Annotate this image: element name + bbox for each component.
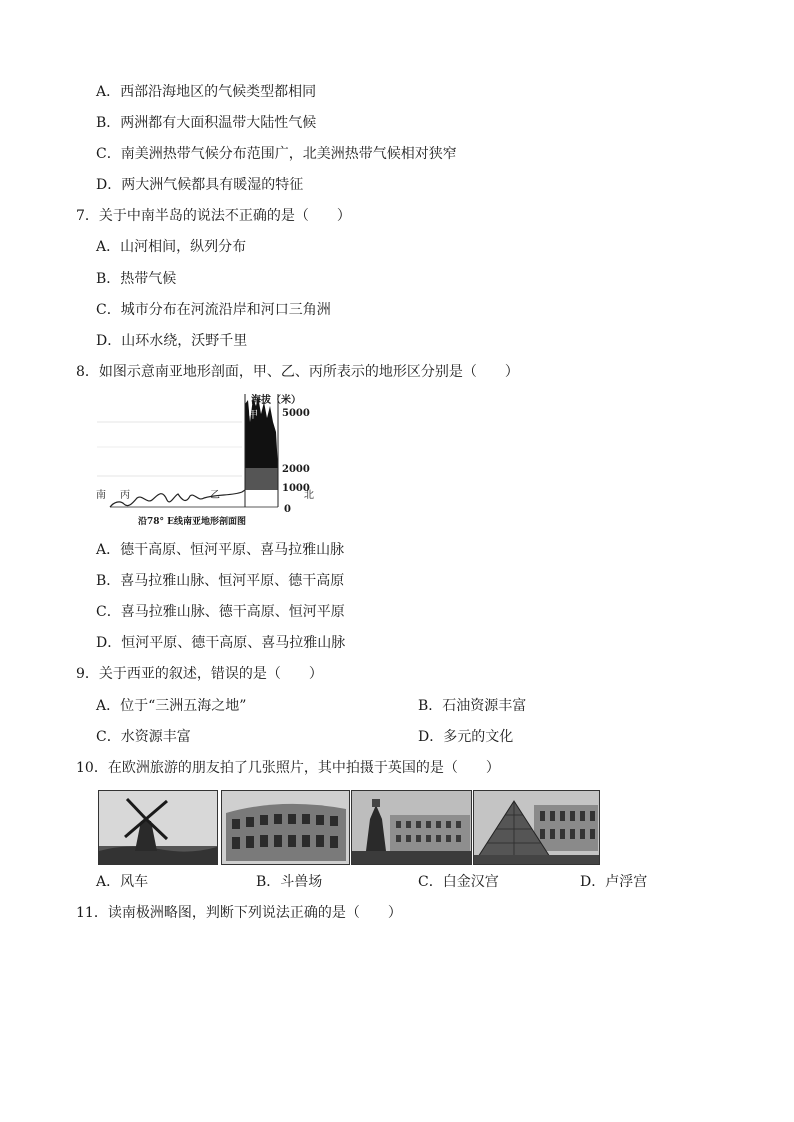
q10-stem: 10．在欧洲旅游的朋友拍了几张照片，其中拍摄于英国的是（ ） — [76, 760, 500, 776]
tick-5000: 5000 — [282, 408, 310, 419]
figure-caption: 沿78° E线南亚地形剖面图 — [138, 517, 247, 527]
q7-option-c: C．城市分布在河流沿岸和河口三角洲 — [96, 302, 331, 318]
q9-option-d: D．多元的文化 — [418, 729, 514, 745]
plateau-band — [245, 468, 278, 490]
q8-option-d: D．恒河平原、德干高原、喜马拉雅山脉 — [96, 635, 346, 651]
south-asia-profile-figure — [92, 392, 332, 532]
q8-option-b: B．喜马拉雅山脉、恒河平原、德干高原 — [96, 573, 345, 589]
photo-windmill — [98, 790, 218, 865]
q7-stem: 7．关于中南半岛的说法不正确的是（ ） — [76, 208, 351, 224]
q8-option-a: A．德干高原、恒河平原、喜马拉雅山脉 — [96, 542, 345, 558]
q9-option-b: B．石油资源丰富 — [418, 698, 527, 714]
photo-louvre — [473, 790, 600, 865]
q7-option-a: A．山河相间，纵列分布 — [96, 239, 247, 255]
q10-option-b: B．斗兽场 — [256, 874, 323, 890]
q6-option-d: D．两大洲气候都具有暖湿的特征 — [96, 177, 304, 193]
q10-option-c: C．白金汉宫 — [418, 874, 499, 890]
q6-option-b: B．两洲都有大面积温带大陆性气候 — [96, 115, 317, 131]
label-bing: 丙 — [120, 490, 130, 501]
q7-option-d: D．山环水绕，沃野千里 — [96, 333, 248, 349]
label-south: 南 — [96, 490, 106, 501]
label-yi: 乙 — [210, 490, 220, 501]
photo-buckingham-palace — [351, 790, 472, 865]
q7-option-b: B．热带气候 — [96, 271, 177, 287]
tick-2000: 2000 — [282, 464, 310, 475]
tick-1000: 1000 — [282, 483, 310, 494]
q8-option-c: C．喜马拉雅山脉、德干高原、恒河平原 — [96, 604, 345, 620]
terrain-profile-line — [110, 490, 245, 507]
q10-option-d: D．卢浮宫 — [580, 874, 648, 890]
q10-option-a: A．风车 — [96, 874, 149, 890]
photo-colosseum — [221, 790, 350, 865]
label-north: 北 — [304, 490, 314, 501]
q9-option-a: A．位于“三洲五海之地” — [96, 698, 247, 714]
q6-option-a: A．西部沿海地区的气候类型都相同 — [96, 84, 317, 100]
q9-option-c: C．水资源丰富 — [96, 729, 191, 745]
tick-0: 0 — [284, 504, 291, 515]
label-jia: 甲 — [248, 410, 258, 421]
q11-stem: 11．读南极洲略图，判断下列说法正确的是（ ） — [76, 905, 402, 921]
q6-option-c: C．南美洲热带气候分布范围广，北美洲热带气候相对狭窄 — [96, 146, 457, 162]
axis-title: 海拔（米） — [251, 395, 301, 406]
q9-stem: 9．关于西亚的叙述，错误的是（ ） — [76, 666, 323, 682]
q8-stem: 8．如图示意南亚地形剖面，甲、乙、丙所表示的地形区分别是（ ） — [76, 364, 519, 380]
